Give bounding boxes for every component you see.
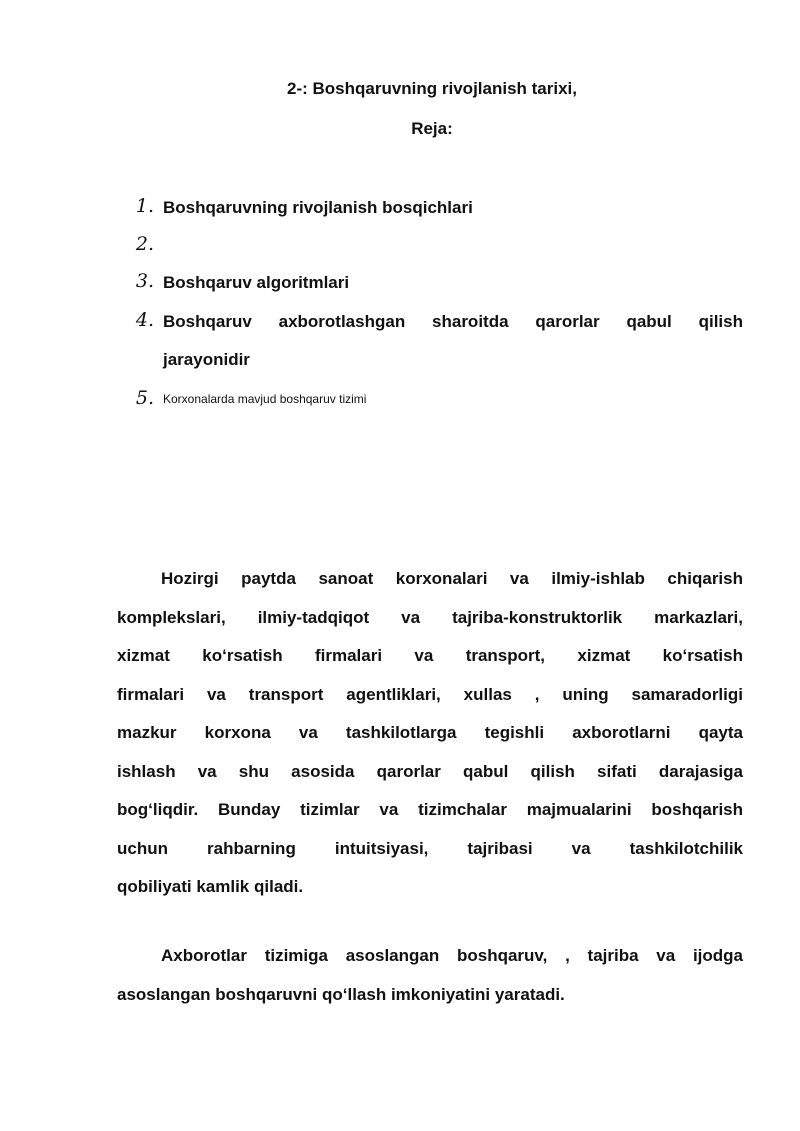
paragraph-line: firmalari va transport agentliklari, xullas , uning samaradorligi: [117, 684, 743, 704]
document-title: 2-: Boshqaruvning rivojlanish tarixi,: [287, 79, 577, 98]
plan-item-number: 2.: [135, 233, 154, 255]
plan-item-text: Boshqaruv algoritmlari: [163, 273, 350, 292]
plan-item-text-line: jarayonidir: [163, 350, 250, 369]
paragraph-line: uchun rahbarning intuitsiyasi, tajribasi va tashkilotchilik: [117, 838, 743, 858]
plan-item-text: Boshqaruvning rivojlanish bosqichlari: [163, 198, 473, 217]
paragraph-line: xizmat ko‘rsatish firmalari va transport, xizmat ko‘rsatish: [117, 646, 743, 665]
plan-item-text: Korxonalarda mavjud boshqaruv tizimi: [163, 392, 367, 406]
body-paragraph-1: [117, 560, 743, 907]
paragraph-line: bog‘liqdir. Bunday tizimlar va tizimchalar majmualarini boshqarish: [117, 800, 743, 819]
plan-heading: Reja:: [411, 119, 453, 138]
body-paragraph-2: [117, 937, 743, 1014]
plan-item-number: 4.: [135, 309, 154, 331]
paragraph-line: Axborotlar tizimiga asoslangan boshqaruv, , tajriba va ijodga: [161, 946, 743, 965]
plan-item-number: 3.: [135, 270, 154, 292]
paragraph-line: mazkur korxona va tashkilotlarga tegishli axborotlarni qayta: [117, 723, 743, 742]
paragraph-line: ishlash va shu asosida qarorlar qabul qilish sifati darajasiga: [117, 761, 743, 781]
plan-item-text-line: Boshqaruv axborotlashgan sharoitda qarorlar qabul qilish: [163, 312, 743, 331]
paragraph-line: asoslangan boshqaruvni qo‘llash imkoniyatini yaratadi.: [117, 984, 565, 1004]
paragraph-line: Hozirgi paytda sanoat korxonalari va ilmiy-ishlab chiqarish: [161, 569, 743, 588]
paragraph-line: komplekslari, ilmiy-tadqiqot va tajriba-konstruktorlik markazlari,: [117, 607, 743, 627]
paragraph-line: qobiliyati kamlik qiladi.: [117, 877, 304, 896]
plan-item-number: 1.: [135, 195, 154, 217]
plan-item-number: 5.: [135, 387, 154, 409]
plan-item-text: [163, 303, 743, 379]
